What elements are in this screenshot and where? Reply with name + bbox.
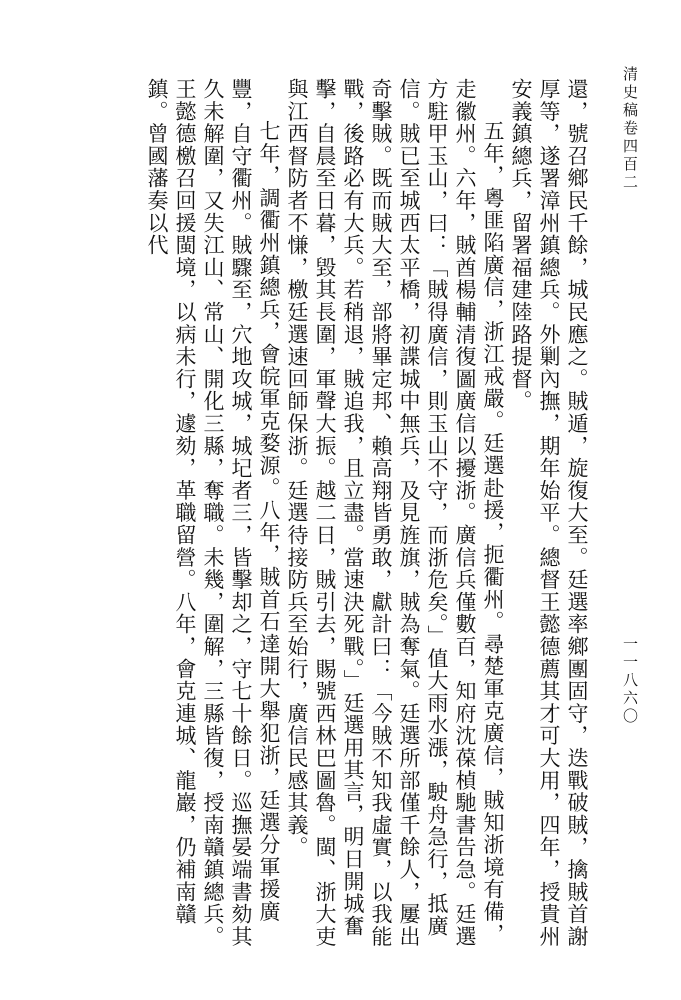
paragraph: 五年，粵匪陷廣信，浙江戒嚴。廷選赴援，扼衢州。尋楚軍克廣信，賊知浙境有備，走徽州。六年，賊酋楊輔清復圖廣信以擾浙。廣信兵僅數百，知府沈葆楨馳書告急。廷選方駐甲玉山，曰：「賊得廣信，則玉山不守，而浙危矣。」值大雨水漲，駛舟急行，抵廣信。賊已至城西太平橋，初諜城中無兵，及見旌旗，賊為奪氣。廷選所部僅千餘人，屢出奇擊賊。既而賊大至，部將畢定邦、賴高翔皆勇敢，獻計曰：「今賊不知我虛實，以我能戰，後路必有大兵。若稍退，賊追我，且立盡。當速決死戰。」廷選用其言，明日開城奮擊，自晨至日暮，毀其長圍，軍聲大振。越二日，賊引去，賜號西林巴圖魯。閩、浙大吏與江西督防者不慊，檄廷選速回師保浙。廷選待接防兵至始行，廣信民感其義。	[285, 78, 505, 948]
paragraph: 七年，調衢州鎮總兵，會皖軍克婺源。八年，賊首石達開大舉犯浙，廷選分軍援廣豐，自守衢州。賊驟至，穴地攻城，城圮者三，皆擊却之，守七十餘日。巡撫晏端書劾其久未解圍，又失江山、常山、開化三縣，奪職。未幾，圍解，三縣皆復，授南贛鎮總兵。王懿德檄召回援閩境，以病未行，遽劾，革職留營。八年，會克連城、龍巖，仍補南贛鎮。曾國藩奏以代	[145, 78, 281, 948]
page-number: 一一八六〇	[621, 636, 639, 726]
body-text	[61, 78, 591, 948]
paragraph: 還，號召鄉民千餘，城民應之。賊遁，旋復大至。廷選率鄉團固守，迭戰破賊，擒賊首謝厚等，遂署漳州鎮總兵。外剿內撫，期年始平。總督王懿德薦其才可大用，四年，授貴州安義鎮總兵，留署福建陸路提督。	[509, 78, 589, 948]
page-header-title: 清史稿卷四百二	[621, 66, 639, 192]
